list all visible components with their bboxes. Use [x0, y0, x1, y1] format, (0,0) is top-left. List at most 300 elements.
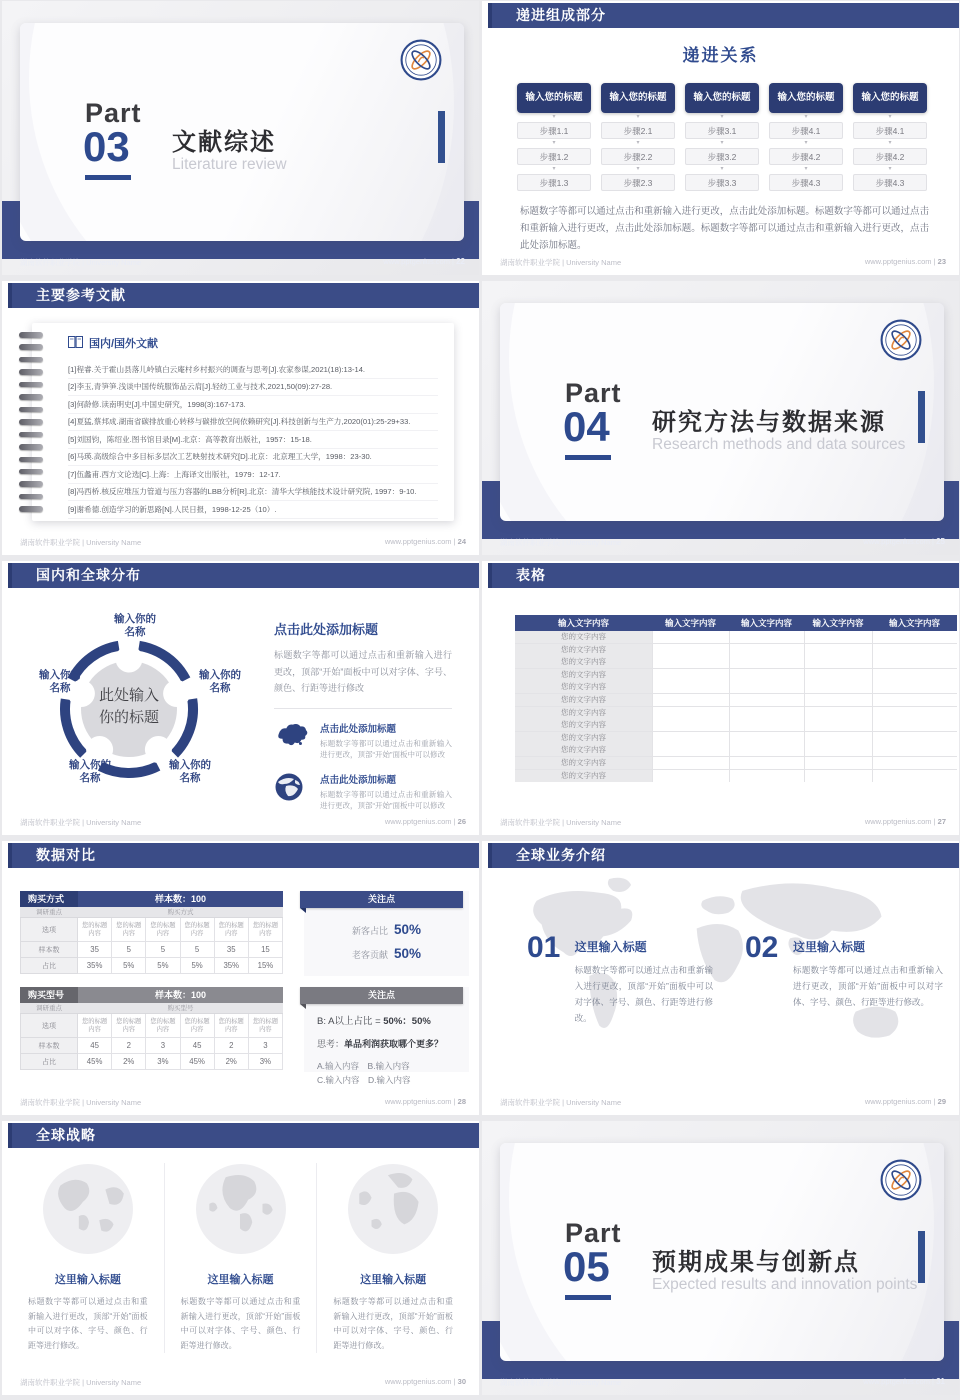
slide-23-progression[interactable]: [482, 1, 959, 275]
table-cell: [652, 669, 729, 681]
footer-site: www.pptgenius.com | 27: [864, 817, 946, 826]
spiral-ring: [19, 357, 43, 363]
progression-column: [685, 83, 759, 191]
table-cell: 您的标题内容: [181, 1014, 215, 1038]
step-box: 步骤4.3: [853, 174, 927, 191]
column-header: 输入文字内容: [664, 618, 716, 628]
section-subtitle: Research methods and data sources: [652, 436, 906, 453]
table-cell: [872, 770, 957, 782]
table-cell: 45: [181, 1038, 215, 1054]
spiral-ring: [19, 494, 43, 500]
column-header: 输入文字内容: [888, 618, 940, 628]
panel-body: B: A以上占比 = 50%：50% 思考：单品利润获取哪个更多？ A.输入内容 B.输入内容 C.输入内容 D.输入内容: [317, 1016, 444, 1085]
table-cell: [872, 681, 957, 693]
comparison-table-a: [20, 891, 283, 974]
spiral-ring: [19, 369, 43, 375]
table-cell: [872, 669, 957, 681]
table-row: [515, 732, 957, 745]
title-card: [500, 303, 944, 521]
step-arrow-icon: ▾: [888, 114, 892, 120]
slide-footer: [20, 1377, 466, 1388]
table-cell: [729, 770, 804, 782]
right-accent-bar: [438, 111, 445, 163]
table-cell: 您的文字内容: [515, 644, 652, 656]
slide-26-distribution[interactable]: [2, 561, 479, 835]
column-header: 输入您的标题: [517, 83, 591, 113]
petal-label-left: 输入你的 名称: [39, 669, 81, 694]
title-card: [20, 23, 464, 241]
diagram-center-label: 此处输入 你的标题: [98, 687, 159, 726]
table-cell: 您的标题内容: [249, 1014, 283, 1038]
table-cell: 样本数：100: [78, 987, 283, 1003]
slide-24-references[interactable]: [2, 281, 479, 555]
step-arrow-icon: ▾: [636, 140, 640, 146]
right-body: 标题数字等都可以通过点击和重新输入进行更改，顶部“开始”面板中可以对字体、字号、颜色、行距等进行修改: [274, 650, 452, 693]
item-body: 标题数字等都可以通过点击和重新输入进行更改，顶部“开始”面板中可以对字体、字号、颜色、行距等进行修改。: [793, 965, 943, 1007]
item-number: 02: [745, 931, 779, 964]
progression-columns: [517, 83, 927, 191]
table-cell: [729, 707, 804, 719]
page-number: 29: [937, 1097, 946, 1106]
item-title: 这里输入标题: [54, 1274, 121, 1286]
table-cell: 您的文字内容: [515, 656, 652, 668]
footer-site: www.pptgenius.com | 23: [864, 257, 946, 266]
stat-row: 新客占比 50%: [351, 922, 422, 937]
slide-28-comparison[interactable]: [2, 841, 479, 1115]
table-cell: [872, 656, 957, 668]
globe-item: [12, 1163, 164, 1353]
table-row: [515, 770, 957, 783]
table-cell: 您的标题内容: [146, 1014, 180, 1038]
step-box: 步骤3.1: [685, 122, 759, 139]
step-box: 步骤2.1: [601, 122, 675, 139]
part-underline: [565, 455, 611, 460]
section-title: 预期成果与创新点: [652, 1249, 860, 1276]
table-cell: 您的标题内容: [249, 918, 283, 942]
step-box: 步骤2.3: [601, 174, 675, 191]
footer-site: www.pptgenius.com | 24: [384, 537, 466, 546]
globe-graphic: [347, 1163, 439, 1255]
table-row: [515, 631, 957, 644]
petal-label-bottom-right: 输入你的 名称: [169, 759, 211, 784]
slide-30-global-strategy[interactable]: [2, 1121, 479, 1395]
footer-university: 湖南软件职业学院 | University Name: [500, 1098, 622, 1107]
table-cell: 您的标题内容: [112, 918, 146, 942]
table-cell: [652, 732, 729, 744]
divider: [274, 708, 452, 709]
step-box: 步骤4.3: [769, 174, 843, 191]
slide-header: 表格: [488, 563, 959, 588]
table-cell: 您的文字内容: [515, 669, 652, 681]
table-cell: [729, 681, 804, 693]
table-cell: 45: [78, 1038, 112, 1054]
slide-footer: [500, 537, 945, 548]
section-heading: [68, 335, 158, 351]
table-cell: [652, 707, 729, 719]
table-cell: 您的标题内容: [146, 918, 180, 942]
table-row: [515, 669, 957, 682]
slide-header: 全球战略: [8, 1123, 479, 1148]
table-cell: 调研重点: [20, 1003, 78, 1014]
notebook-card: [32, 323, 454, 521]
spiral-ring: [19, 419, 43, 425]
footer-university: 湖南软件职业学院 | University Name: [20, 538, 142, 547]
table-cell: 您的文字内容: [515, 757, 652, 769]
table-cell: [872, 644, 957, 656]
university-logo-icon: [880, 1159, 922, 1201]
reference-item: [6]马瑛.高级综合中多目标多层次工艺映射技术研究[D].北京：北京理工大学，1998：23-30.: [68, 449, 438, 467]
table-cell: 45%: [78, 1054, 112, 1070]
slide-footer: [20, 817, 466, 828]
table-cell: [729, 631, 804, 643]
slide-22-section-cover[interactable]: [2, 1, 479, 275]
section-heading-label: 国内/国外文献: [89, 338, 159, 350]
progression-column: [853, 83, 927, 191]
table-cell: 2: [215, 1038, 249, 1054]
footer-university: 湖南软件职业学院 | University Name: [500, 258, 622, 267]
page-number: 23: [937, 257, 946, 266]
footer-site: www.pptgenius.com | 28: [384, 1097, 466, 1106]
table-cell: 您的标题内容: [112, 1014, 146, 1038]
footer-university: 湖南软件职业学院 | University Name: [500, 818, 622, 827]
spiral-ring: [19, 432, 43, 438]
slide-footer: [500, 257, 946, 268]
page-number: 26: [457, 817, 466, 826]
table-cell: 购买型号: [78, 1003, 283, 1014]
table-cell: [804, 744, 872, 756]
footer-university: 湖南软件职业学院 | University Name: [20, 1098, 142, 1107]
table-cell: 您的标题内容: [78, 918, 112, 942]
part-label: Part: [565, 1218, 622, 1248]
spiral-ring: [19, 332, 43, 338]
table-cell: [804, 694, 872, 706]
globe-graphic: [195, 1163, 287, 1255]
item-title: 这里输入标题: [360, 1274, 427, 1286]
table-cell: 2%: [112, 1054, 146, 1070]
spiral-ring: [19, 407, 43, 413]
table-cell: [729, 694, 804, 706]
progression-column: [601, 83, 675, 191]
numbered-item: [527, 933, 713, 1026]
table-cell: [872, 744, 957, 756]
slide-footer: [500, 1097, 946, 1108]
body-text: 标题数字等都可以通过点击和重新输入进行更改，点击此处添加标题。标题数字等都可以通过点击和重新输入进行更改，点击此处添加标题。标题数字等都可以通过点击和重新输入进行更改，点击此处添加标题。: [520, 206, 929, 251]
table-cell: [652, 631, 729, 643]
table-cell: [729, 732, 804, 744]
section-subtitle: Expected results and innovation points: [652, 1276, 918, 1293]
step-box: 步骤3.2: [685, 148, 759, 165]
progression-column: [769, 83, 843, 191]
table-cell: 您的文字内容: [515, 732, 652, 744]
reference-item: [2]李玉,青笋笋.浅谈中国传统服饰品云肩[J].轻纺工业与技术,2021,50(09):27-28.: [68, 379, 438, 397]
table-cell: [652, 719, 729, 731]
table-cell: [729, 656, 804, 668]
spiral-binding: [19, 332, 45, 512]
comparison-table-b: [20, 987, 283, 1070]
table-cell: 选项: [20, 1014, 78, 1038]
table-cell: 3: [146, 1038, 180, 1054]
footer-site: www.pptgenius.com | 26: [384, 817, 466, 826]
footer-university: 湖南软件职业学院 | University Name: [20, 258, 142, 267]
spiral-ring: [19, 506, 43, 512]
slide-footer: [500, 817, 946, 828]
table-cell: 45%: [181, 1054, 215, 1070]
table-cell: 您的文字内容: [515, 719, 652, 731]
stat-row: 老客贡献 50%: [351, 946, 422, 961]
step-arrow-icon: ▾: [888, 166, 892, 172]
footer-site: www.pptgenius.com | 25: [863, 537, 945, 546]
table-cell: [872, 694, 957, 706]
globe-items: [12, 1163, 469, 1353]
slide-header: 递进组成部分: [488, 3, 959, 28]
table-cell: 样本数：100: [78, 891, 283, 907]
table-cell: [804, 719, 872, 731]
title-card: [500, 1143, 944, 1361]
footer-university: 湖南软件职业学院 | University Name: [20, 818, 142, 827]
page-number: 27: [937, 817, 946, 826]
table-cell: 您的标题内容: [78, 1014, 112, 1038]
table-cell: [872, 757, 957, 769]
petal-label-top: 输入你的 名称: [114, 613, 156, 638]
list-item: [274, 772, 452, 812]
table-cell: 您的文字内容: [515, 744, 652, 756]
table-cell: [804, 732, 872, 744]
right-column: [274, 619, 452, 823]
step-box: 步骤1.3: [517, 174, 591, 191]
table-cell: [729, 744, 804, 756]
petal-label-bottom-left: 输入你的 名称: [69, 759, 111, 784]
table-cell: 5%: [146, 958, 180, 974]
step-arrow-icon: ▾: [720, 166, 724, 172]
step-box: 步骤4.1: [853, 122, 927, 139]
table-cell: 占比: [20, 958, 78, 974]
slide-header: 主要参考文献: [8, 283, 479, 308]
diagram-title: 递进关系: [682, 46, 759, 65]
table-cell: [804, 631, 872, 643]
section-title: 研究方法与数据来源: [652, 409, 886, 436]
slide-footer: [500, 1377, 945, 1388]
table-cell: [804, 669, 872, 681]
step-box: 步骤4.2: [769, 148, 843, 165]
column-header: 输入您的标题: [601, 83, 675, 113]
step-arrow-icon: ▾: [804, 114, 808, 120]
footer-university: 湖南软件职业学院 | University Name: [500, 538, 622, 547]
item-body: 标题数字等都可以通过点击和重新输入进行更改，顶部“开始”面板中可以修改: [320, 789, 452, 810]
panel-ribbon: 关注点: [300, 891, 463, 908]
table-cell: [652, 681, 729, 693]
slide-header: 数据对比: [8, 843, 479, 868]
reference-item: [1]程睿.关于霍山县落儿岭镇白云庵村乡村振兴的调查与思考[J].农家参谋,2021(18):13-14.: [68, 361, 438, 379]
table-cell: [872, 631, 957, 643]
part-number: 03: [83, 123, 130, 170]
numbered-item: [745, 933, 945, 1010]
globe-item: [316, 1163, 469, 1353]
table-cell: [729, 669, 804, 681]
table-cell: 5: [146, 942, 180, 958]
table-cell: [729, 644, 804, 656]
globe-item: [164, 1163, 317, 1353]
section-title: 文献综述: [172, 129, 276, 156]
university-logo-icon: [400, 39, 442, 81]
table-cell: 您的文字内容: [515, 681, 652, 693]
page-number: 30: [457, 1377, 466, 1386]
table-row: [515, 656, 957, 669]
table-cell: 35%: [215, 958, 249, 974]
table-cell: 您的文字内容: [515, 631, 652, 643]
table-cell: 样本数: [20, 942, 78, 958]
table-cell: 5%: [112, 958, 146, 974]
table-cell: 调研重点: [20, 907, 78, 918]
item-body: 标题数字等都可以通过点击和重新输入进行更改，顶部“开始”面板中可以对字体、字号、颜色、行距等进行修改。: [574, 965, 713, 1023]
reference-item: [9]谢希德.创造学习的新思路[N].人民日报，1998-12-25（10）.: [68, 501, 438, 519]
table-cell: 您的文字内容: [515, 707, 652, 719]
slide-footer: [20, 537, 466, 548]
table-body: [515, 631, 957, 782]
table-cell: [872, 707, 957, 719]
column-header: 输入您的标题: [853, 83, 927, 113]
table-cell: 5: [181, 942, 215, 958]
reference-item: [5]刘国钧，陈绍业.图书馆目录[M].北京：高等教育出版社，1957：15-18.: [68, 431, 438, 449]
table-header-row: [515, 615, 957, 631]
table-cell: [652, 694, 729, 706]
step-box: 步骤1.1: [517, 122, 591, 139]
footer-university: 湖南软件职业学院 | University Name: [20, 1378, 142, 1387]
table-cell: 购买方式: [78, 907, 283, 918]
page-number: 22: [456, 257, 465, 266]
table-cell: [652, 744, 729, 756]
references-list: [68, 361, 438, 519]
table-cell: [652, 644, 729, 656]
focus-panel-a: [304, 891, 469, 976]
part-label: Part: [565, 378, 622, 408]
step-box: 步骤1.2: [517, 148, 591, 165]
slide-31-section-cover[interactable]: [482, 1121, 959, 1395]
table-cell: [804, 757, 872, 769]
step-arrow-icon: ▾: [552, 166, 556, 172]
table-cell: 5%: [181, 958, 215, 974]
item-number: 01: [527, 931, 561, 964]
part-underline: [565, 1295, 611, 1300]
step-arrow-icon: ▾: [720, 114, 724, 120]
spiral-ring: [19, 457, 43, 463]
table-cell: [729, 719, 804, 731]
globe-icon: [274, 772, 310, 812]
table-cell: 15: [249, 942, 283, 958]
part-label: Part: [85, 98, 142, 128]
step-box: 步骤3.3: [685, 174, 759, 191]
progression-column: [517, 83, 591, 191]
item-title: 这里输入标题: [793, 940, 866, 954]
table-row: [515, 707, 957, 720]
spiral-ring: [19, 469, 43, 475]
book-icon: [68, 336, 83, 351]
table-row: [515, 644, 957, 657]
slide-27-table[interactable]: [482, 561, 959, 835]
table-cell: [804, 770, 872, 782]
table-cell: [804, 707, 872, 719]
part-underline: [85, 175, 131, 180]
item-title: 点击此处添加标题: [320, 774, 397, 786]
table-cell: 5: [112, 942, 146, 958]
slide-29-global-business[interactable]: [482, 841, 959, 1115]
table-cell: [872, 719, 957, 731]
table-row: [515, 694, 957, 707]
reference-item: [7]伍蠡甫.西方文论选[C].上海：上海译文出版社，1979：12-17.: [68, 466, 438, 484]
table-cell: 2: [112, 1038, 146, 1054]
table-cell: 样本数: [20, 1038, 78, 1054]
globe-graphic: [42, 1163, 134, 1255]
focus-panel-b: [304, 987, 469, 1085]
table-cell: [729, 757, 804, 769]
table-cell: 3%: [146, 1054, 180, 1070]
table-cell: [652, 757, 729, 769]
column-header: 输入您的标题: [769, 83, 843, 113]
slide-footer: [20, 1097, 466, 1108]
spiral-ring: [19, 344, 43, 350]
column-header: 输入文字内容: [557, 618, 609, 628]
step-arrow-icon: ▾: [636, 166, 640, 172]
table-cell: 您的文字内容: [515, 770, 652, 782]
spiral-ring: [19, 394, 43, 400]
spiral-ring: [19, 444, 43, 450]
item-body: 标题数字等都可以通过点击和重新输入进行更改，顶部“开始”面板中可以对字体、字号、颜色、行距等进行修改。: [28, 1297, 148, 1350]
step-arrow-icon: ▾: [888, 140, 892, 146]
reference-item: [3]何龄修.读南明史[J].中国史研究，1998(3):167-173.: [68, 396, 438, 414]
table-cell: 您的文字内容: [515, 694, 652, 706]
table-cell: 您的标题内容: [215, 1014, 249, 1038]
footer-site: www.pptgenius.com | 31: [863, 1377, 945, 1386]
step-box: 步骤4.2: [853, 148, 927, 165]
table-cell: 您的标题内容: [215, 918, 249, 942]
item-title: 这里输入标题: [574, 940, 647, 954]
china-map-icon: [274, 721, 310, 761]
right-title: 点击此处添加标题: [274, 622, 379, 637]
slide-header: 全球业务介绍: [488, 843, 959, 868]
table-cell: [804, 644, 872, 656]
slide-footer: [20, 257, 465, 268]
reference-item: [8]冯西桥.核反应堆压力管道与压力容器的LBB分析[R].北京：清华大学核能技术设计研究院, 1997：9-10.: [68, 484, 438, 502]
table-cell: [652, 656, 729, 668]
slide-25-section-cover[interactable]: [482, 281, 959, 555]
step-arrow-icon: ▾: [552, 114, 556, 120]
item-body: 标题数字等都可以通过点击和重新输入进行更改，顶部“开始”面板中可以对字体、字号、颜色、行距等进行修改。: [333, 1297, 454, 1350]
page-number: 31: [936, 1377, 945, 1386]
data-table: [515, 615, 957, 782]
table-cell: [652, 770, 729, 782]
table-cell: 35: [215, 942, 249, 958]
table-cell: 35%: [78, 958, 112, 974]
table-cell: 选项: [20, 918, 78, 942]
step-box: 步骤4.1: [769, 122, 843, 139]
table-row: [515, 744, 957, 757]
step-arrow-icon: ▾: [552, 140, 556, 146]
right-accent-bar: [918, 391, 925, 443]
table-cell: [804, 681, 872, 693]
footer-university: 湖南软件职业学院 | University Name: [500, 1378, 622, 1387]
part-number: 05: [563, 1243, 610, 1290]
step-arrow-icon: ▾: [804, 166, 808, 172]
table-row: [515, 757, 957, 770]
footer-site: www.pptgenius.com | 22: [383, 257, 465, 266]
column-header: 输入您的标题: [685, 83, 759, 113]
part-number: 04: [563, 403, 610, 450]
step-box: 步骤2.2: [601, 148, 675, 165]
section-subtitle: Literature review: [172, 156, 287, 173]
table-cell: [872, 732, 957, 744]
table-cell: 您的标题内容: [181, 918, 215, 942]
table-cell: 2%: [215, 1054, 249, 1070]
item-body: 标题数字等都可以通过点击和重新输入进行更改，顶部“开始”面板中可以修改: [320, 738, 452, 759]
